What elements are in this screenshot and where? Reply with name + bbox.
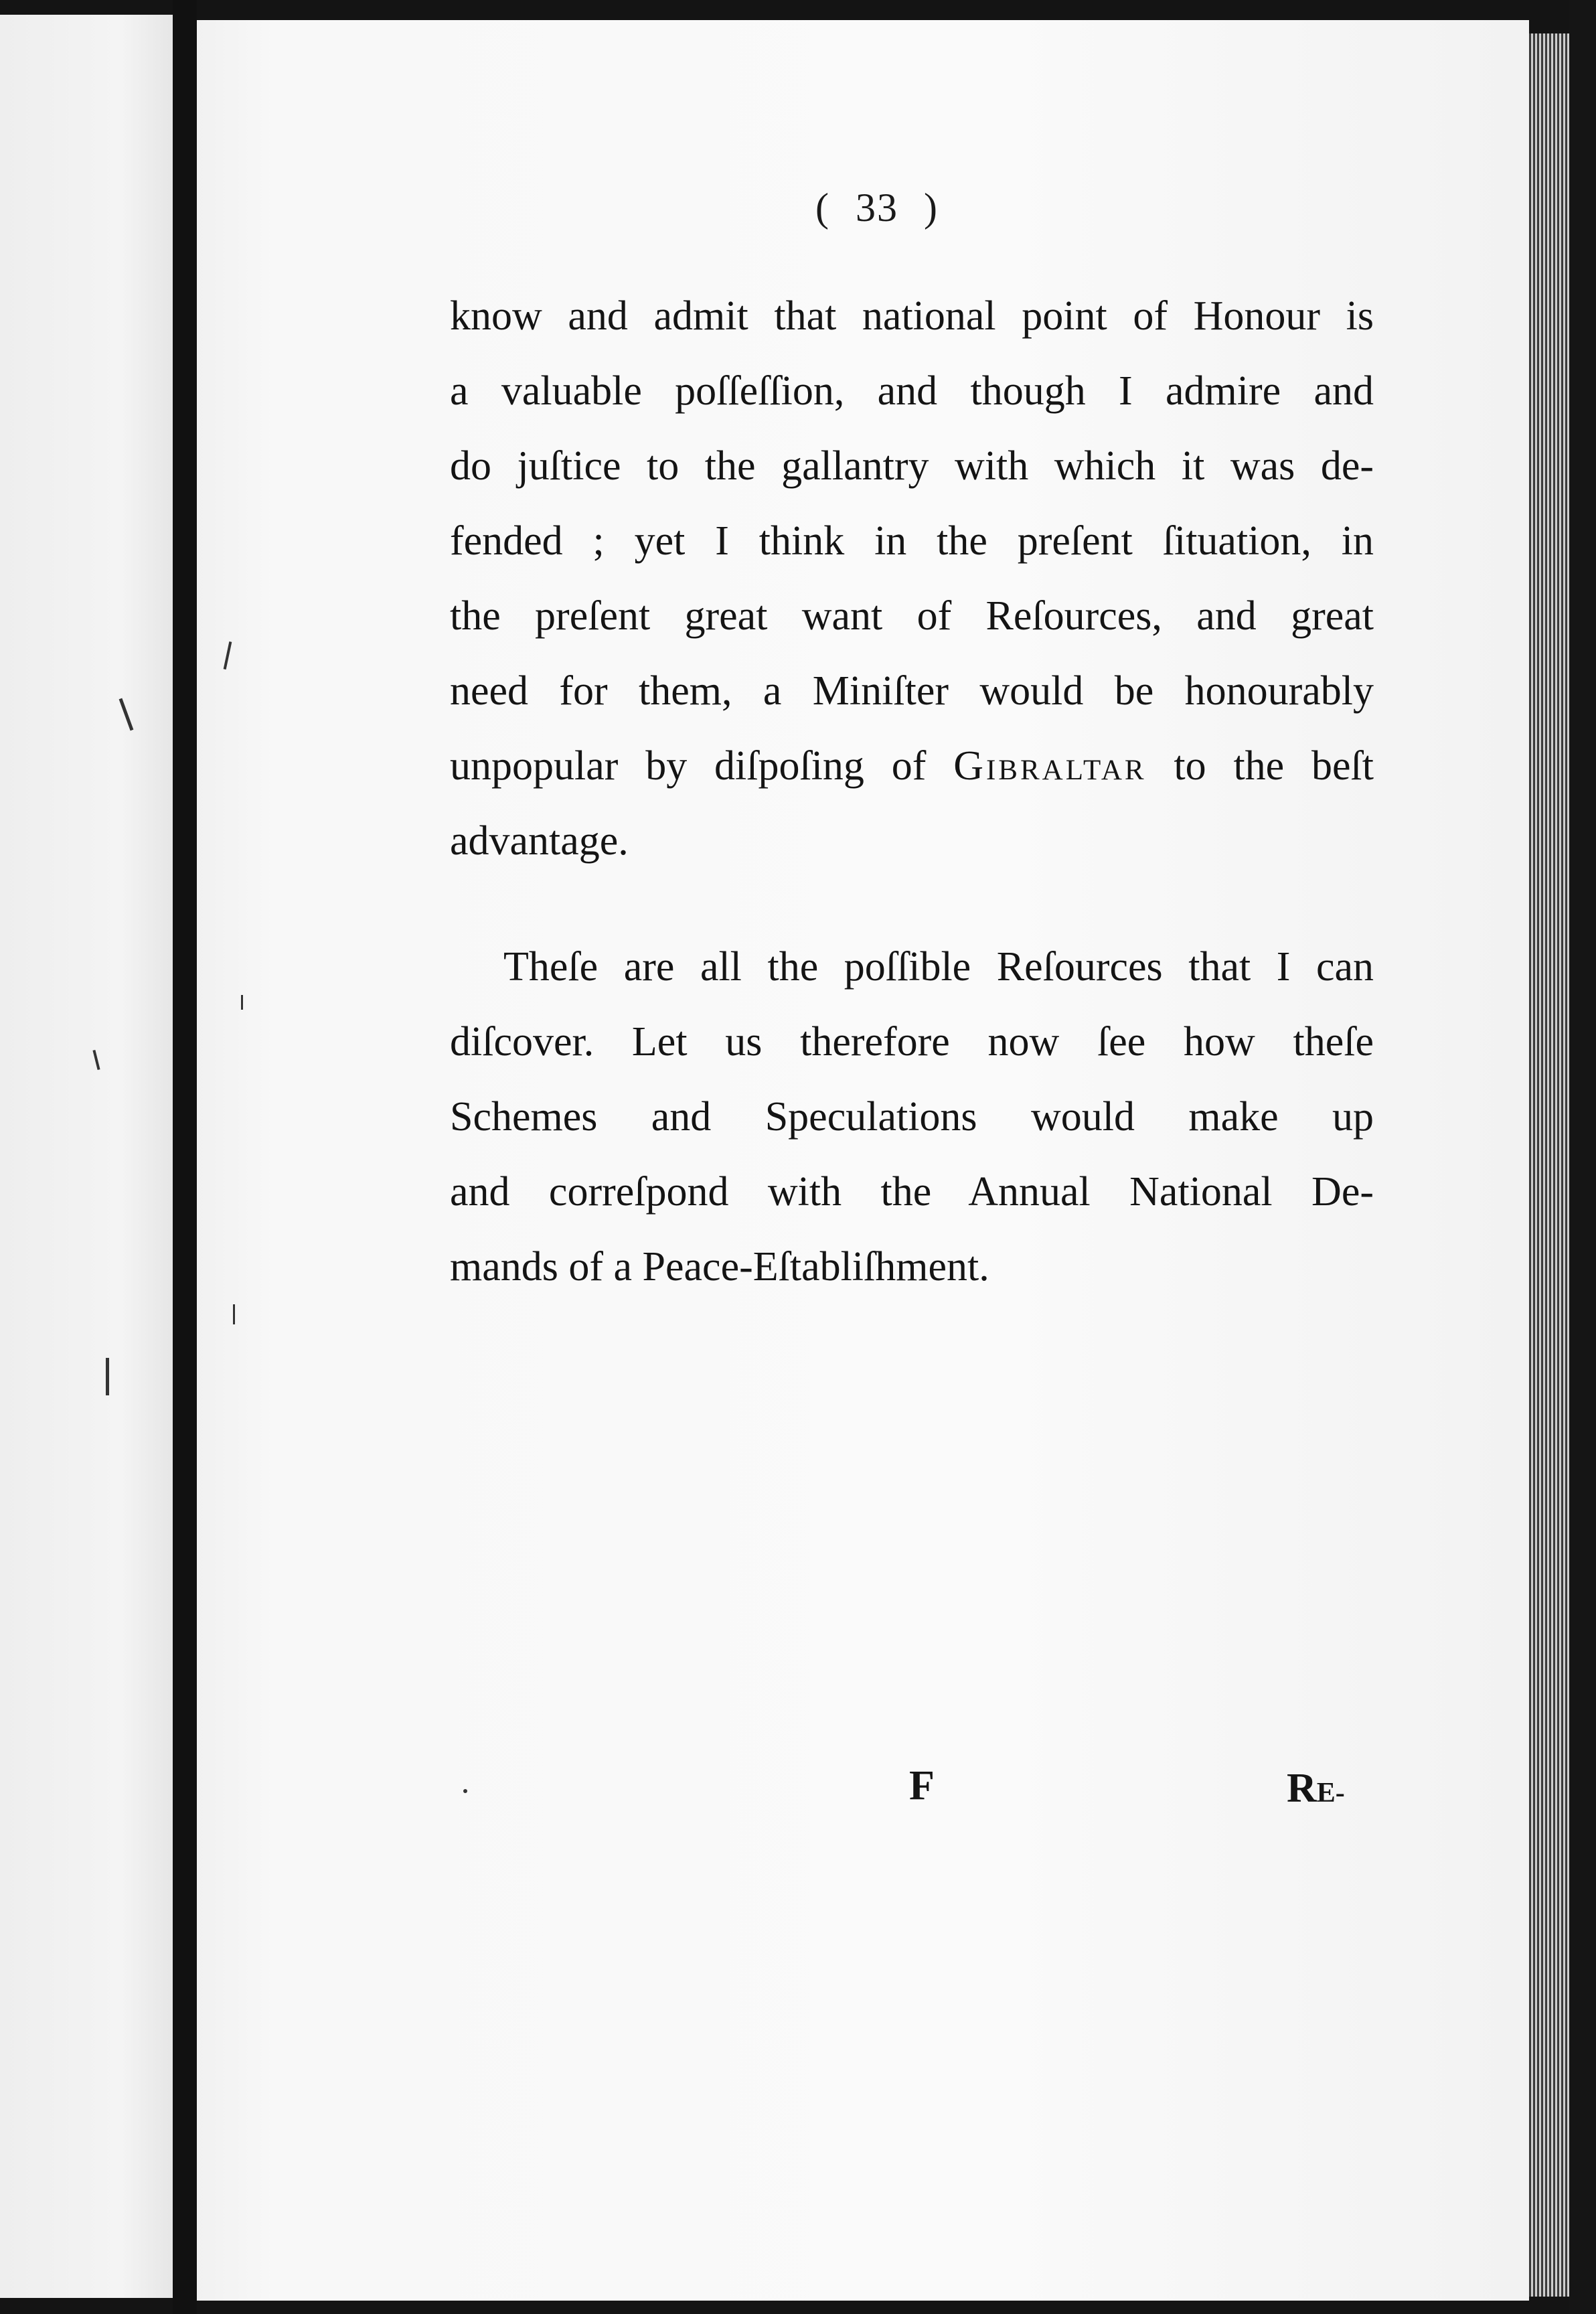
text-segment: unpopular by diſpoſing of <box>450 743 954 789</box>
text-line: the preſent great want of Reſources, and great <box>450 593 1374 639</box>
page-edges <box>1529 33 1569 2297</box>
catchword-cap: R <box>1287 1766 1317 1811</box>
paragraph-1 <box>450 279 1374 878</box>
page-number: 33 <box>855 185 898 230</box>
text-line: know and admit that national point of Honour is <box>450 293 1374 339</box>
text-line: Theſe are all the poſſible Reſources that I can <box>503 944 1374 990</box>
margin-mark <box>241 995 243 1010</box>
text-line: a valuable poſſeſſion, and though I admire and <box>450 368 1374 414</box>
text-segment: to the beſt <box>1146 743 1374 789</box>
paragraph-2 <box>450 929 1374 1304</box>
header-open-paren: ( <box>815 185 830 230</box>
margin-mark <box>463 1789 467 1793</box>
book-gutter <box>173 0 197 2314</box>
text-line: diſcover. Let us therefore now ſee how theſe <box>450 1019 1374 1065</box>
catchword <box>1287 1765 1345 1812</box>
text-line: do juſtice to the gallantry with which it was de- <box>450 443 1374 489</box>
catchword-rest: E- <box>1316 1778 1345 1808</box>
place-name-gibraltar: Gibraltar <box>953 743 1147 789</box>
margin-mark <box>106 1358 109 1395</box>
text-line: fended ; yet I think in the preſent ſituation, in <box>450 518 1374 564</box>
margin-mark <box>233 1304 235 1324</box>
text-line <box>450 728 1374 803</box>
text-line: mands of a Peace-Eſtabliſhment. <box>450 1244 989 1290</box>
text-line: need for them, a Miniſter would be honourably <box>450 668 1374 714</box>
text-line: advantage. <box>450 818 629 864</box>
scan-border <box>1569 0 1596 2314</box>
page-header <box>790 185 964 231</box>
text-line: and correſpond with the Annual National De- <box>450 1169 1374 1215</box>
left-page-margin <box>0 15 173 2298</box>
signature-mark: F <box>909 1763 935 1808</box>
header-close-paren: ) <box>923 185 939 230</box>
text-line: Schemes and Speculations would make up <box>450 1094 1374 1140</box>
